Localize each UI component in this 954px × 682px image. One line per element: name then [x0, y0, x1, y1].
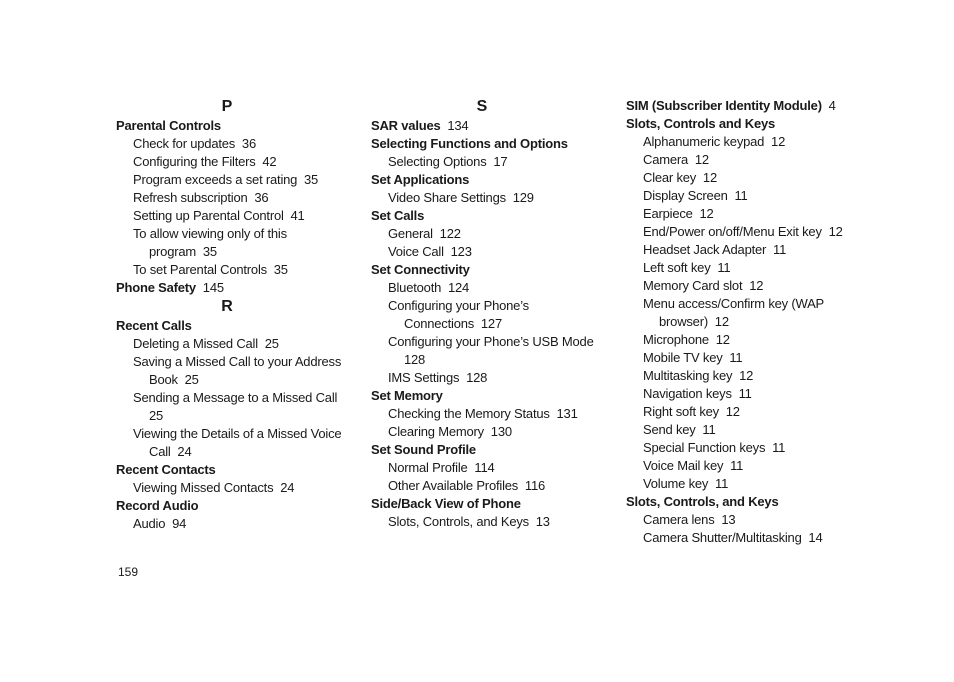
index-heading: [371, 135, 611, 153]
index-entry: Viewing Missed Contacts 24: [133, 480, 295, 495]
index-entry: Sending a Message to a Missed Call: [133, 390, 338, 405]
index-heading-label: Set Memory: [371, 388, 443, 403]
index-heading-label: Recent Contacts: [116, 462, 216, 477]
index-entry: Voice Call 123: [388, 244, 472, 259]
index-entry: Configuring your Phone’s: [388, 298, 529, 313]
page-number: 159: [118, 565, 139, 579]
index-entry: Configuring your Phone’s USB Mode: [388, 334, 594, 349]
index-entry: Check for updates 36: [133, 136, 256, 151]
index-entry: Volume key 11: [643, 476, 729, 491]
index-entry-continued: browser) 12: [659, 314, 729, 329]
index-entry: Clearing Memory 130: [388, 424, 512, 439]
index-entry-continued: 128: [404, 352, 426, 367]
index-entry: Earpiece 12: [643, 206, 714, 221]
index-heading-label: Slots, Controls, and Keys: [626, 494, 779, 509]
index-entry: Viewing the Details of a Missed Voice: [133, 426, 342, 441]
index-entry: Send key 11: [643, 422, 716, 437]
index-heading: [626, 493, 866, 511]
index-heading-label: Side/Back View of Phone: [371, 496, 521, 511]
index-entry: Setting up Parental Control 41: [133, 208, 305, 223]
index-entry: General 122: [388, 226, 461, 241]
index-entry-continued: Call 24: [149, 444, 192, 459]
index-entry: Camera Shutter/Multitasking 14: [643, 530, 823, 545]
index-heading-label: Phone Safety: [116, 280, 196, 295]
index-heading-label: Set Connectivity: [371, 262, 470, 277]
index-entry: Headset Jack Adapter 11: [643, 242, 787, 257]
index-entry: Normal Profile 114: [388, 460, 495, 475]
index-entry-continued: Book 25: [149, 372, 199, 387]
index-entry: Navigation keys 11: [643, 386, 752, 401]
index-heading-page: 134: [447, 118, 469, 133]
index-heading-label: SIM (Subscriber Identity Module): [626, 98, 822, 113]
index-entry: Voice Mail key 11: [643, 458, 744, 473]
index-entry: Selecting Options 17: [388, 154, 508, 169]
index-entry: To set Parental Controls 35: [133, 262, 288, 277]
index-heading: [116, 461, 356, 479]
index-heading-page: 4: [828, 98, 836, 113]
index-entry: Special Function keys 11: [643, 440, 786, 455]
index-heading: [371, 495, 611, 513]
index-entry-continued: program 35: [149, 244, 217, 259]
index-heading: [116, 279, 356, 297]
index-entry: Right soft key 12: [643, 404, 740, 419]
index-entry: Refresh subscription 36: [133, 190, 269, 205]
index-heading-label: Parental Controls: [116, 118, 221, 133]
index-entry: Slots, Controls, and Keys 13: [388, 514, 550, 529]
index-entry: IMS Settings 128: [388, 370, 488, 385]
index-entry: Camera 12: [643, 152, 709, 167]
index-entry: Other Available Profiles 116: [388, 478, 546, 493]
index-entry: Mobile TV key 11: [643, 350, 743, 365]
index-entry: Microphone 12: [643, 332, 730, 347]
index-entry: Multitasking key 12: [643, 368, 754, 383]
index-heading-label: Recent Calls: [116, 318, 192, 333]
index-entry-continued: 25: [149, 408, 164, 423]
index-entry: Memory Card slot 12: [643, 278, 764, 293]
index-heading: [371, 117, 611, 135]
index-heading-label: SAR values: [371, 118, 441, 133]
index-heading-label: Set Applications: [371, 172, 470, 187]
index-heading-label: Set Sound Profile: [371, 442, 476, 457]
index-entry: Display Screen 11: [643, 188, 748, 203]
index-entry: Audio 94: [133, 516, 187, 531]
index-entry: End/Power on/off/Menu Exit key 12: [643, 224, 843, 239]
index-entry: Configuring the Filters 42: [133, 154, 277, 169]
index-heading: [371, 387, 611, 405]
index-heading: [626, 115, 866, 133]
index-column-2: [371, 97, 611, 531]
index-section-letter: P: [221, 98, 233, 115]
index-heading-label: Slots, Controls and Keys: [626, 116, 776, 131]
index-heading: [371, 207, 611, 225]
index-heading: [116, 317, 356, 335]
index-heading-label: Record Audio: [116, 498, 199, 513]
index-entry: To allow viewing only of this: [133, 226, 287, 241]
index-heading-label: Selecting Functions and Options: [371, 136, 568, 151]
index-heading: [371, 441, 611, 459]
index-entry: Program exceeds a set rating 35: [133, 172, 319, 187]
index-section-letter: R: [221, 298, 233, 315]
index-heading: [116, 497, 356, 515]
index-heading: [626, 97, 866, 115]
index-heading: [371, 261, 611, 279]
index-heading-label: Set Calls: [371, 208, 425, 223]
index-entry: Deleting a Missed Call 25: [133, 336, 279, 351]
index-heading: [371, 171, 611, 189]
index-entry-continued: Connections 127: [404, 316, 502, 331]
index-entry: Clear key 12: [643, 170, 717, 185]
index-entry: Video Share Settings 129: [388, 190, 534, 205]
index-entry: Checking the Memory Status 131: [388, 406, 578, 421]
index-heading: [116, 117, 356, 135]
index-entry: Camera lens 13: [643, 512, 736, 527]
index-column-3: [626, 97, 866, 547]
index-entry: Menu access/Confirm key (WAP: [643, 296, 825, 311]
index-entry: Saving a Missed Call to your Address: [133, 354, 342, 369]
index-entry: Alphanumeric keypad 12: [643, 134, 786, 149]
index-section-letter: S: [476, 98, 488, 115]
index-heading-page: 145: [202, 280, 224, 295]
index-entry: Bluetooth 124: [388, 280, 470, 295]
index-entry: Left soft key 11: [643, 260, 731, 275]
index-column-1: [116, 97, 356, 533]
